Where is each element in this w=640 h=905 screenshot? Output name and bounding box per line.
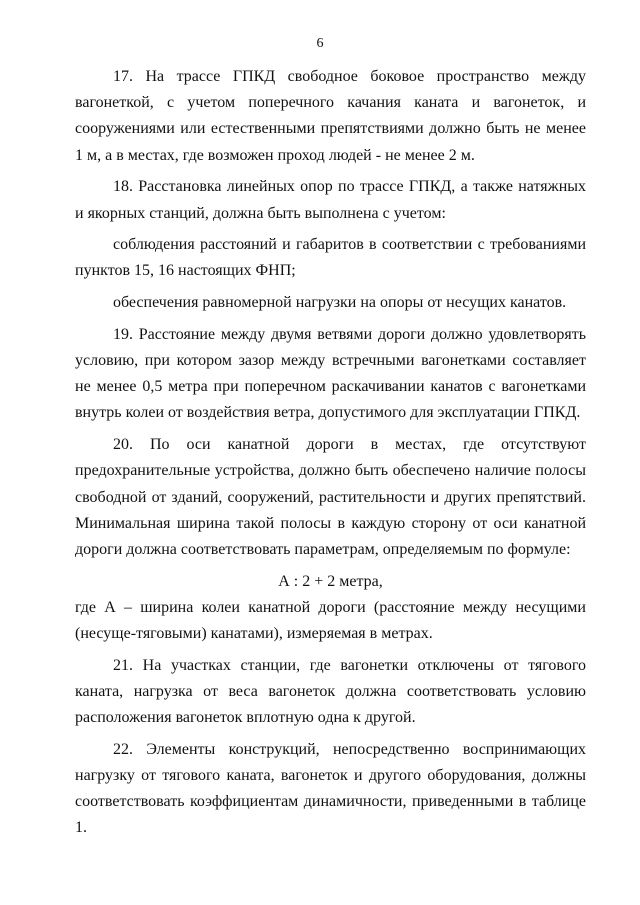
paragraph-18-item-2: обеспечения равномерной нагрузки на опоры от несущих канатов.: [113, 294, 567, 312]
paragraph-22: 22. Элементы конструкций, непосредственно воспринимающих нагрузку от тягового каната, вагонеток и другого оборудования, должны соответствовать коэффициентам динамичности, приведенными в таблице 1.: [75, 740, 586, 837]
paragraph-21: 21. На участках станции, где вагонетки отключены от тягового каната, нагрузка от веса вагонеток должна соответствовать условию расположения вагонеток вплотную одна к другой.: [75, 656, 586, 727]
formula: А : 2 + 2 метра,: [278, 572, 383, 590]
paragraph-20: 20. По оси канатной дороги в местах, где отсутствуют предохранительные устройства, должно быть обеспечено наличие полосы свободной от зданий, сооружений, растительности и других препятствий. Минимальная ширина такой полосы в каждую сторону от оси канатной дороги должна соответствовать параметрам, определяемым по формуле:: [75, 436, 586, 558]
formula-explanation: где А – ширина колеи канатной дороги (расстояние между несущими (несуще-тяговыми) канатами), измеряемая в метрах.: [75, 598, 586, 643]
document-body: [75, 64, 586, 847]
paragraph-18: 18. Расстановка линейных опор по трассе ГПКД, а также натяжных и якорных станций, должна быть выполнена с учетом:: [75, 178, 586, 222]
paragraph-18-item-1: соблюдения расстояний и габаритов в соответствии с требованиями пунктов 15, 16 настоящих ФНП;: [75, 236, 586, 280]
paragraph-19: 19. Расстояние между двумя ветвями дороги должно удовлетворять условию, при котором зазор между встречными вагонетками составляет не менее 0,5 метра при поперечном раскачивании канатов с вагонетками внутрь колеи от воздействия ветра, допустимого для эксплуатации ГПКД.: [75, 325, 586, 422]
page-number: 6: [316, 36, 324, 51]
paragraph-17: 17. На трассе ГПКД свободное боковое пространство между вагонеткой, с учетом поперечного качания каната и вагонеток, и сооружениями или естественными препятствиями должно быть не менее 1 м, а в местах, где возможен проход людей - не менее 2 м.: [75, 68, 586, 164]
